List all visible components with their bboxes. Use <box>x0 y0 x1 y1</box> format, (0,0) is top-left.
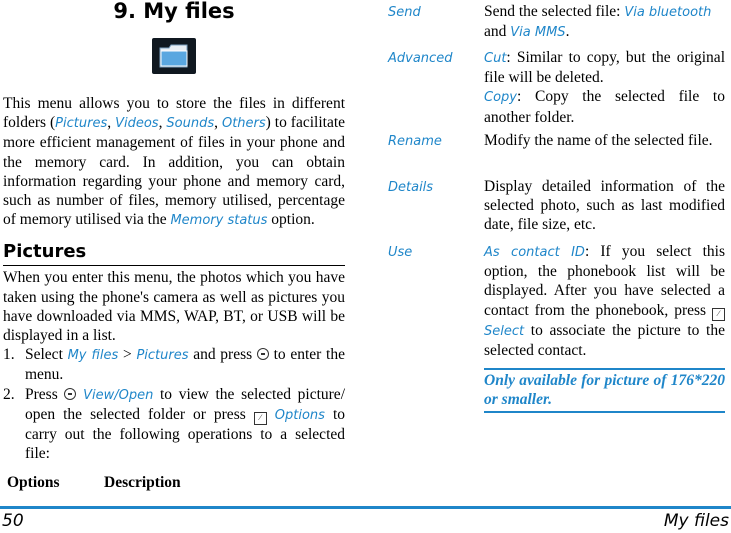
menu-pictures: Pictures <box>136 348 189 364</box>
open-label: Open <box>118 387 154 403</box>
footer-section-title: My files <box>663 511 729 531</box>
softkey-icon: ⁄ <box>254 412 267 425</box>
softkey-icon: ⁄ <box>712 308 725 321</box>
option-name: Rename <box>388 134 442 149</box>
memory-status-link: Memory status <box>170 213 268 229</box>
steps-list <box>3 345 345 463</box>
options-column-header: Options <box>7 474 60 492</box>
option-row-rename <box>388 131 725 177</box>
options-label: Options <box>274 407 325 423</box>
option-description: Send the selected file: Via bluetooth and Via MMS. <box>484 3 712 41</box>
options-table-header <box>3 473 345 492</box>
intro-paragraph: This menu allows you to store the files in different folders (Pictures, Videos, Sounds, Others) to facilitate more efficient management of files in your phone and the memory card. In addition, you can obtain information regarding your phone and memory card, such as number of files, memory utilised, percentage of memory utilised via the Memory status option. <box>3 95 346 229</box>
section-heading-pictures: Pictures <box>3 240 345 266</box>
option-description: As contact ID: If you select this option, the phonebook list will be displayed. After you have selected a contact from the phonebook, press ⁄ Select to associate the picture to the selected contact. <box>484 243 725 359</box>
options-table <box>388 2 725 413</box>
option-name: Advanced <box>388 51 453 66</box>
page-number: 50 <box>2 511 24 531</box>
page-title: 9. My files <box>113 0 235 23</box>
option-row-use <box>388 242 725 360</box>
option-description: Modify the name of the selected file. <box>484 132 713 149</box>
option-row-advanced <box>388 48 725 131</box>
step-2: 2. Press View/Open to view the selected picture/ open the selected folder or press ⁄ Options to carry out the following operations to a selected file: <box>3 385 345 463</box>
menu-my-files: My files <box>67 348 119 364</box>
option-row-send <box>388 2 725 48</box>
pictures-description: When you enter this menu, the photos which you have taken using the phone's camera as well as pictures you have downloaded via MMS, WAP, BT, or USB will be displayed in a list. <box>3 269 345 345</box>
folder-videos: Videos <box>115 116 159 132</box>
ok-key-icon <box>257 348 269 360</box>
size-note: Only available for picture of 176*220 or smaller. <box>484 368 725 413</box>
option-description: Cut: Similar to copy, but the original file will be deleted. Copy: Copy the selected file to another folder. <box>484 49 725 126</box>
folder-sounds: Sounds <box>166 116 215 132</box>
left-column <box>3 0 345 492</box>
view-label: View <box>83 387 115 403</box>
option-row-details <box>388 177 725 242</box>
option-name: Details <box>388 180 434 195</box>
ok-key-icon <box>64 388 76 400</box>
description-column-header: Description <box>104 474 181 492</box>
folder-others: Others <box>221 116 266 132</box>
folder-pictures: Pictures <box>55 116 108 132</box>
footer-rule <box>0 506 731 509</box>
folder-icon <box>152 38 196 74</box>
option-name: Send <box>388 5 421 20</box>
option-description: Display detailed information of the selected photo, such as last modified date, file size, etc. <box>484 178 725 234</box>
step-1: 1. Select My files > Pictures and press to enter the menu. <box>3 346 345 384</box>
option-name: Use <box>388 245 413 260</box>
